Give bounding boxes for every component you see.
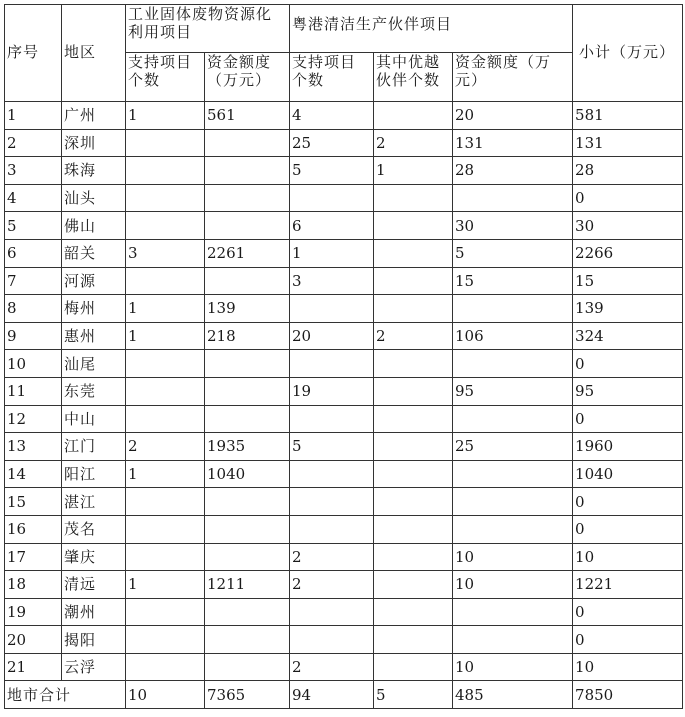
cell-subtotal: 0 (573, 515, 683, 543)
table-row (5, 626, 683, 654)
cell-g2-amount (453, 295, 573, 323)
cell-g2-amount: 15 (453, 267, 573, 295)
table-row (5, 460, 683, 488)
cell-g2-amount: 25 (453, 433, 573, 461)
cell-g2-excellent (374, 571, 453, 599)
cell-g2-count: 5 (290, 157, 374, 185)
table-row (5, 405, 683, 433)
header-group-clean-production: 粤港清洁生产伙伴项目 (290, 5, 573, 53)
cell-g2-count: 1 (290, 239, 374, 267)
cell-g2-amount: 30 (453, 212, 573, 240)
cell-g2-excellent (374, 488, 453, 516)
cell-g1-amount (205, 157, 290, 185)
cell-g2-amount: 5 (453, 239, 573, 267)
table-row (5, 433, 683, 461)
cell-subtotal: 0 (573, 350, 683, 378)
cell-g2-amount (453, 184, 573, 212)
cell-g1-amount: 2261 (205, 239, 290, 267)
table-row (5, 102, 683, 130)
cell-g2-excellent (374, 350, 453, 378)
table-row (5, 322, 683, 350)
cell-g2-excellent (374, 598, 453, 626)
cell-g1-amount (205, 350, 290, 378)
cell-region: 韶关 (62, 239, 126, 267)
cell-g2-amount: 28 (453, 157, 573, 185)
cell-subtotal: 0 (573, 626, 683, 654)
cell-g2-excellent (374, 267, 453, 295)
cell-g2-excellent (374, 295, 453, 323)
cell-region: 阳江 (62, 460, 126, 488)
table-row (5, 212, 683, 240)
total-g2-excellent: 5 (374, 681, 453, 709)
cell-subtotal: 0 (573, 598, 683, 626)
cell-g2-count (290, 626, 374, 654)
cell-g1-count: 2 (126, 433, 205, 461)
table-row (5, 598, 683, 626)
table-row (5, 571, 683, 599)
cell-g2-count (290, 184, 374, 212)
total-subtotal: 7850 (573, 681, 683, 709)
cell-g2-count: 20 (290, 322, 374, 350)
cell-g2-amount (453, 598, 573, 626)
cell-g1-count (126, 377, 205, 405)
cell-g2-count: 19 (290, 377, 374, 405)
cell-region: 肇庆 (62, 543, 126, 571)
cell-g2-count: 4 (290, 102, 374, 130)
cell-g1-count: 1 (126, 322, 205, 350)
cell-g1-count (126, 267, 205, 295)
table-row (5, 239, 683, 267)
cell-g2-count (290, 488, 374, 516)
cell-seq: 13 (5, 433, 62, 461)
cell-g2-count: 2 (290, 571, 374, 599)
cell-subtotal: 2266 (573, 239, 683, 267)
cell-g2-amount: 10 (453, 543, 573, 571)
cell-g2-amount: 106 (453, 322, 573, 350)
table-row (5, 184, 683, 212)
header-g2-count: 支持项目个数 (290, 53, 374, 102)
cell-g1-amount: 1211 (205, 571, 290, 599)
cell-seq: 14 (5, 460, 62, 488)
header-region: 地区 (62, 5, 126, 102)
cell-g2-count: 2 (290, 543, 374, 571)
cell-region: 深圳 (62, 129, 126, 157)
cell-g2-amount: 95 (453, 377, 573, 405)
cell-seq: 17 (5, 543, 62, 571)
cell-subtotal: 581 (573, 102, 683, 130)
cell-g1-amount: 218 (205, 322, 290, 350)
cell-region: 东莞 (62, 377, 126, 405)
cell-g2-count (290, 460, 374, 488)
cell-g1-amount: 561 (205, 102, 290, 130)
cell-seq: 11 (5, 377, 62, 405)
cell-subtotal: 1040 (573, 460, 683, 488)
cell-g2-amount (453, 460, 573, 488)
cell-g1-count: 1 (126, 571, 205, 599)
cell-g1-amount (205, 129, 290, 157)
cell-seq: 16 (5, 515, 62, 543)
cell-g2-count (290, 598, 374, 626)
cell-g2-excellent (374, 653, 453, 681)
total-row (5, 681, 683, 709)
cell-seq: 3 (5, 157, 62, 185)
cell-g2-excellent (374, 377, 453, 405)
header-g2-amount: 资金额度（万元） (453, 53, 573, 102)
cell-region: 梅州 (62, 295, 126, 323)
cell-g1-count (126, 212, 205, 240)
cell-region: 潮州 (62, 598, 126, 626)
cell-seq: 6 (5, 239, 62, 267)
table-row (5, 653, 683, 681)
cell-g2-excellent (374, 626, 453, 654)
cell-g1-count (126, 157, 205, 185)
cell-g1-amount (205, 267, 290, 295)
header-g1-amount: 资金额度（万元） (205, 53, 290, 102)
total-g2-count: 94 (290, 681, 374, 709)
cell-g1-count: 1 (126, 102, 205, 130)
total-g1-count: 10 (126, 681, 205, 709)
cell-region: 揭阳 (62, 626, 126, 654)
table-row (5, 488, 683, 516)
funding-table (4, 4, 683, 709)
cell-region: 汕尾 (62, 350, 126, 378)
total-g1-amount: 7365 (205, 681, 290, 709)
cell-region: 云浮 (62, 653, 126, 681)
cell-seq: 4 (5, 184, 62, 212)
cell-g2-excellent (374, 102, 453, 130)
cell-region: 江门 (62, 433, 126, 461)
cell-subtotal: 30 (573, 212, 683, 240)
cell-g1-amount (205, 377, 290, 405)
cell-g1-amount (205, 212, 290, 240)
cell-g2-count (290, 350, 374, 378)
header-row-1 (5, 5, 683, 53)
table-row (5, 129, 683, 157)
cell-g2-amount: 20 (453, 102, 573, 130)
cell-g1-amount (205, 405, 290, 433)
cell-g1-count (126, 543, 205, 571)
cell-g2-amount (453, 350, 573, 378)
total-g2-amount: 485 (453, 681, 573, 709)
header-seq: 序号 (5, 5, 62, 102)
cell-region: 茂名 (62, 515, 126, 543)
cell-subtotal: 95 (573, 377, 683, 405)
cell-g1-count (126, 405, 205, 433)
cell-subtotal: 324 (573, 322, 683, 350)
header-group-solid-waste: 工业固体废物资源化利用项目 (126, 5, 290, 53)
cell-g2-count (290, 405, 374, 433)
cell-g1-amount: 1935 (205, 433, 290, 461)
cell-seq: 20 (5, 626, 62, 654)
table-row (5, 267, 683, 295)
table-row (5, 515, 683, 543)
cell-seq: 9 (5, 322, 62, 350)
cell-g1-amount (205, 184, 290, 212)
cell-g2-amount (453, 626, 573, 654)
header-g2-excellent: 其中优越伙伴个数 (374, 53, 453, 102)
cell-g1-amount (205, 488, 290, 516)
cell-g1-amount (205, 543, 290, 571)
table-row (5, 377, 683, 405)
cell-region: 汕头 (62, 184, 126, 212)
cell-g1-count (126, 653, 205, 681)
cell-g1-amount (205, 626, 290, 654)
cell-g1-amount (205, 598, 290, 626)
cell-g2-amount (453, 515, 573, 543)
table-row (5, 157, 683, 185)
cell-subtotal: 15 (573, 267, 683, 295)
table-row (5, 295, 683, 323)
cell-seq: 1 (5, 102, 62, 130)
cell-region: 惠州 (62, 322, 126, 350)
cell-seq: 10 (5, 350, 62, 378)
cell-g2-count: 3 (290, 267, 374, 295)
cell-region: 河源 (62, 267, 126, 295)
cell-g1-count (126, 515, 205, 543)
cell-g2-amount: 10 (453, 653, 573, 681)
cell-subtotal: 10 (573, 653, 683, 681)
cell-g1-amount (205, 653, 290, 681)
cell-seq: 15 (5, 488, 62, 516)
cell-subtotal: 1960 (573, 433, 683, 461)
cell-g2-count (290, 515, 374, 543)
cell-subtotal: 0 (573, 405, 683, 433)
cell-g2-count: 6 (290, 212, 374, 240)
header-subtotal: 小计（万元） (573, 5, 683, 102)
cell-g2-amount (453, 488, 573, 516)
cell-g2-amount: 10 (453, 571, 573, 599)
cell-seq: 8 (5, 295, 62, 323)
total-label: 地市合计 (5, 681, 126, 709)
cell-g2-count (290, 295, 374, 323)
cell-subtotal: 10 (573, 543, 683, 571)
cell-region: 珠海 (62, 157, 126, 185)
cell-g2-excellent (374, 460, 453, 488)
cell-seq: 12 (5, 405, 62, 433)
cell-subtotal: 139 (573, 295, 683, 323)
cell-g1-count: 1 (126, 295, 205, 323)
cell-subtotal: 28 (573, 157, 683, 185)
cell-g2-excellent: 2 (374, 322, 453, 350)
cell-region: 佛山 (62, 212, 126, 240)
table-row (5, 350, 683, 378)
cell-subtotal: 131 (573, 129, 683, 157)
cell-g2-count: 2 (290, 653, 374, 681)
cell-subtotal: 0 (573, 488, 683, 516)
cell-g2-count: 5 (290, 433, 374, 461)
cell-region: 湛江 (62, 488, 126, 516)
cell-region: 中山 (62, 405, 126, 433)
cell-seq: 5 (5, 212, 62, 240)
cell-g2-excellent (374, 515, 453, 543)
cell-g2-excellent (374, 212, 453, 240)
cell-g2-amount (453, 405, 573, 433)
cell-g1-count: 1 (126, 460, 205, 488)
cell-subtotal: 1221 (573, 571, 683, 599)
cell-seq: 18 (5, 571, 62, 599)
header-g1-count: 支持项目个数 (126, 53, 205, 102)
cell-g1-count: 3 (126, 239, 205, 267)
cell-g2-excellent (374, 543, 453, 571)
cell-g2-excellent (374, 405, 453, 433)
cell-g2-excellent (374, 184, 453, 212)
cell-region: 广州 (62, 102, 126, 130)
cell-seq: 2 (5, 129, 62, 157)
cell-seq: 7 (5, 267, 62, 295)
cell-g1-count (126, 488, 205, 516)
cell-g1-count (126, 598, 205, 626)
cell-g1-count (126, 184, 205, 212)
cell-g1-count (126, 129, 205, 157)
cell-seq: 21 (5, 653, 62, 681)
cell-region: 清远 (62, 571, 126, 599)
table-row (5, 543, 683, 571)
cell-g2-excellent (374, 433, 453, 461)
cell-g2-amount: 131 (453, 129, 573, 157)
cell-g1-amount: 1040 (205, 460, 290, 488)
cell-g1-count (126, 626, 205, 654)
cell-seq: 19 (5, 598, 62, 626)
cell-g2-excellent: 1 (374, 157, 453, 185)
cell-g1-amount: 139 (205, 295, 290, 323)
cell-g2-count: 25 (290, 129, 374, 157)
cell-subtotal: 0 (573, 184, 683, 212)
cell-g2-excellent: 2 (374, 129, 453, 157)
cell-g2-excellent (374, 239, 453, 267)
cell-g1-count (126, 350, 205, 378)
cell-g1-amount (205, 515, 290, 543)
